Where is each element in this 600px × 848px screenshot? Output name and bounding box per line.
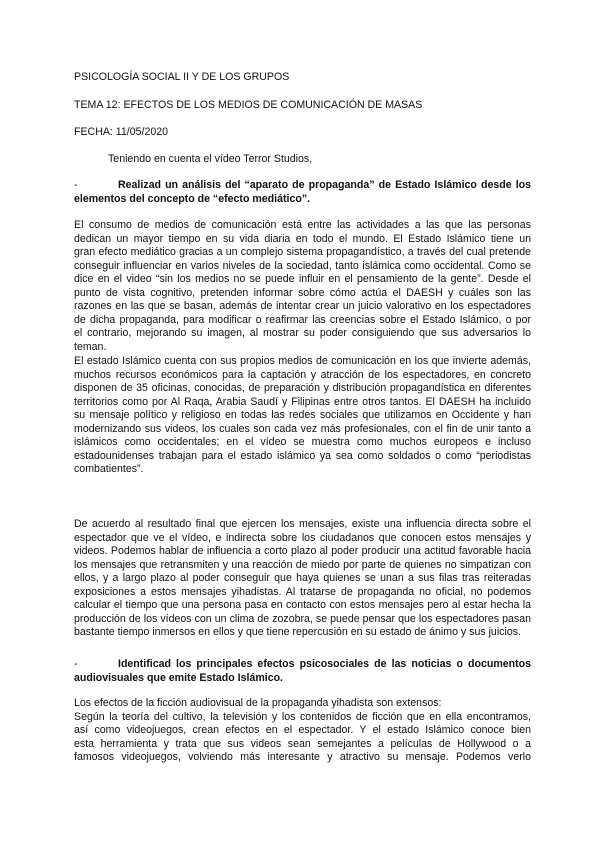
question-2-text: Identificad los principales efectos psicosociales de las noticias o documentos audiovisuales que emite Estado Islámico. (74, 658, 531, 684)
paragraph-line: islámicos como occidentales; en el vídeo se muestra como muchos europeos e incluso (74, 436, 531, 448)
paragraph-line: esta herramienta y trata que sus videos sean semejantes a películas de Hollywood o a (74, 737, 531, 750)
date-line: FECHA: 11/05/2020 (74, 126, 169, 138)
paragraph-4 (74, 697, 531, 765)
paragraph-line: Los efectos de la ficción audiovisual de la propaganda yihadista son extensos: (74, 697, 442, 709)
topic-title: TEMA 12: EFECTOS DE LOS MEDIOS DE COMUNICACIÓN DE MASAS (74, 99, 423, 111)
paragraph-2 (74, 355, 531, 477)
course-title: PSICOLOGÍA SOCIAL II Y DE LOS GRUPOS (74, 71, 290, 83)
question-2 (74, 657, 531, 685)
paragraph-line: exposiciones a estos mensajes yihadistas. Al tratarse de propaganda no oficial, no podemos (74, 585, 531, 598)
paragraph-line: su mensaje político y religioso en todas las redes sociales que utilizamos en Occidente y han (74, 409, 531, 421)
paragraph-line: videos. Podemos hablar de influencia a corto plazo al poder producir una actitud favorable hacia (74, 545, 531, 557)
paragraph-line: Según la teoría del cultivo, la televisión y los contenidos de ficción que en ella encontramos, (74, 710, 531, 723)
paragraph-line: de dicha propaganda, para modificar o reafirmar las creencias sobre el Estado Islámico, o por (74, 313, 531, 326)
paragraph-line: De acuerdo al resultado final que ejercen los mensajes, existe una influencia directa sobre el (74, 518, 531, 530)
paragraph-line: espectador que ve el vídeo, e indirecta sobre los ciudadanos que conocen estos mensajes y (74, 531, 531, 544)
paragraph-1 (74, 219, 531, 354)
paragraph-line: los mensajes que retransmiten y una reacción de miedo por parte de quienes no simpatizan con (74, 558, 531, 571)
paragraph-line: El consumo de medios de comunicación está entre las actividades a las que las personas (74, 219, 531, 231)
paragraph-line: teman. (74, 340, 107, 353)
paragraph-line: territorios como por Al Raqa, Arabia Saudí y Filipinas entre otros tantos. El DAESH ha incluido (74, 395, 531, 408)
paragraph-line: bastante tiempo inmersos en ellos y que tiene repercusión en su estado de ánimo y sus juicios. (74, 626, 521, 638)
paragraph-line: el contrario, mejorando su imagen, al mostrar su poder consiguiendo que sus adversarios lo (74, 327, 531, 339)
paragraph-line: dice en el video “sin los medios no se puede influir en el pensamiento de la gente”. Desde el (74, 273, 531, 285)
intro-line: Teniendo en cuenta el vídeo Terror Studios, (108, 153, 313, 165)
paragraph-line: producción de los vídeos con un clima de zozobra, se puede pensar que los espectadores pasan (74, 612, 531, 625)
paragraph-line: conseguir influenciar en varios niveles de la sociedad, tanto islámica como occidental. Como se (74, 259, 531, 272)
paragraph-line: calcular el tiempo que una persona pasa en contacto con estos mensajes pero al estar hecha la (74, 599, 531, 611)
question-2-dash: - (74, 658, 78, 670)
paragraph-line: razones en las que se basan, además de intentar crear un juicio valorativo en los espectadores (74, 300, 531, 312)
paragraph-line: dedican un mayor tiempo en su vida diaria en todo el mundo. El Estado Islámico tiene un (74, 232, 531, 245)
paragraph-line: disponen de 35 oficinas, conocidas, de preparación y distribución propagandística en diferentes (74, 382, 531, 394)
paragraph-line: punto de vista cognitivo, pretenden informar sobre cómo actúa el DAESH y cuáles son las (74, 286, 531, 299)
paragraph-3 (74, 518, 531, 640)
paragraph-line: ellos, y a largo plazo al poder conseguir que haya quienes se unan a sus filas tras reiteradas (74, 572, 531, 584)
paragraph-line: modernizando sus videos, los cuales son cada vez más profesionales, con el fin de unir tanto a (74, 422, 531, 435)
paragraph-line: gran efecto mediático gracias a un complejo sistema propagandístico, a través del cual pretende (74, 246, 531, 258)
paragraph-line: estadounidenses trabajan para el estado islámico ya sea como soldados o como “periodistas (74, 449, 531, 462)
question-1 (74, 178, 531, 206)
paragraph-line: muchos recursos económicos para la captación y atracción de los espectadores, en concreto (74, 368, 531, 381)
question-1-text: Realizad un análisis del “aparato de propaganda” de Estado Islámico desde los elementos del concepto de “efecto mediático”. (74, 179, 531, 205)
paragraph-line: famosos videojuegos, volviendo más interesante y atractivo su mensaje. Podemos verlo (74, 751, 531, 763)
document-page (74, 0, 531, 848)
paragraph-line: combatientes”. (74, 463, 144, 475)
question-1-dash: - (74, 179, 78, 191)
paragraph-line: así como videojuegos, crean efectos en el espectador. Y el estado Islámico conoce bien (74, 724, 531, 736)
paragraph-line: El estado Islámico cuenta con sus propios medios de comunicación en los que invierte además, (74, 355, 531, 367)
